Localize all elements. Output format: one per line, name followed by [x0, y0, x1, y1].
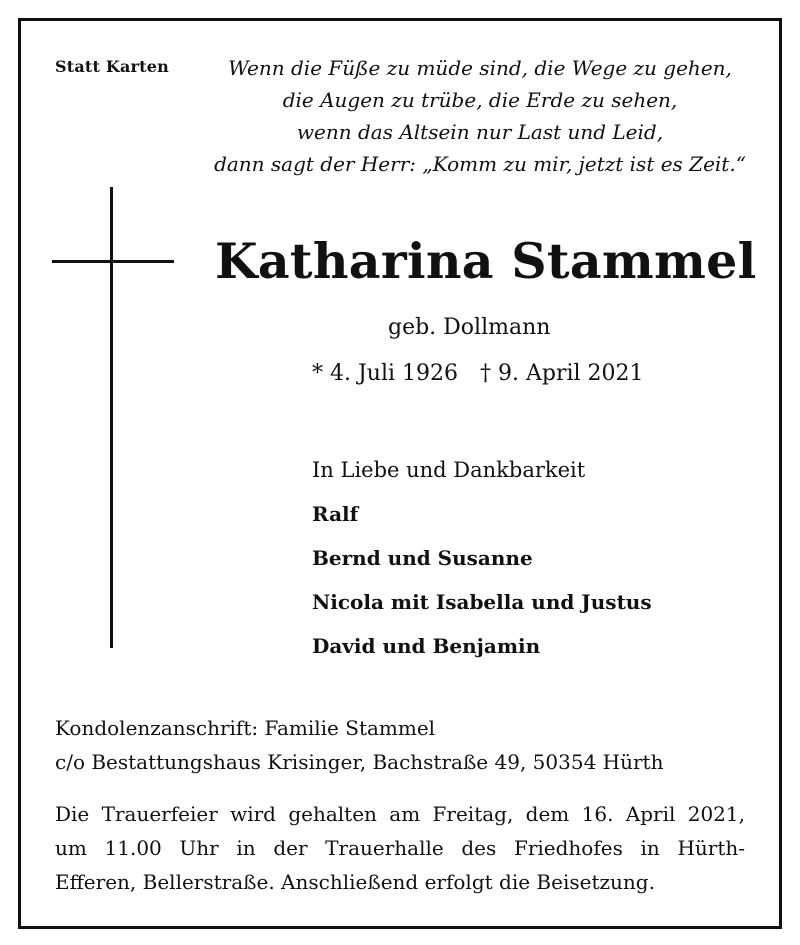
address-line: Kondolenzanschrift: Familie Stammel [55, 716, 436, 740]
cross-horizontal-bar [52, 260, 174, 263]
birth-date: * 4. Juli 1926 [312, 361, 459, 386]
mourner-name: Bernd und Susanne [312, 546, 533, 570]
deceased-name: Katharina Stammel [215, 232, 757, 290]
funeral-info-line: um 11.00 Uhr in der Trauerhalle des Friedhofes in Hürth- [55, 836, 745, 860]
life-dates [312, 361, 644, 386]
poem [205, 52, 755, 180]
condolence-address [55, 711, 663, 779]
address-line: c/o Bestattungshaus Krisinger, Bachstraße 49, 50354 Hürth [55, 750, 664, 774]
mourner-name: David und Benjamin [312, 634, 541, 658]
cross-vertical-bar [110, 187, 113, 648]
funeral-info [55, 797, 745, 899]
mourner-name: Nicola mit Isabella und Justus [312, 590, 652, 614]
statt-karten-label: Statt Karten [55, 57, 169, 76]
funeral-info-line: Die Trauerfeier wird gehalten am Freitag, dem 16. April 2021, [55, 802, 745, 826]
mourner-name: Ralf [312, 502, 359, 526]
mourners-block [312, 448, 652, 668]
poem-line: Wenn die Füße zu müde sind, die Wege zu gehen, [228, 56, 732, 80]
poem-line: dann sagt der Herr: „Komm zu mir, jetzt ist es Zeit.“ [214, 152, 746, 176]
maiden-name: geb. Dollmann [388, 315, 551, 340]
funeral-info-line: Efferen, Bellerstraße. Anschließend erfolgt die Beisetzung. [55, 870, 655, 894]
mourners-intro: In Liebe und Dankbarkeit [312, 458, 586, 482]
death-date: † 9. April 2021 [480, 361, 644, 386]
poem-line: die Augen zu trübe, die Erde zu sehen, [282, 88, 678, 112]
poem-line: wenn das Altsein nur Last und Leid, [296, 120, 664, 144]
